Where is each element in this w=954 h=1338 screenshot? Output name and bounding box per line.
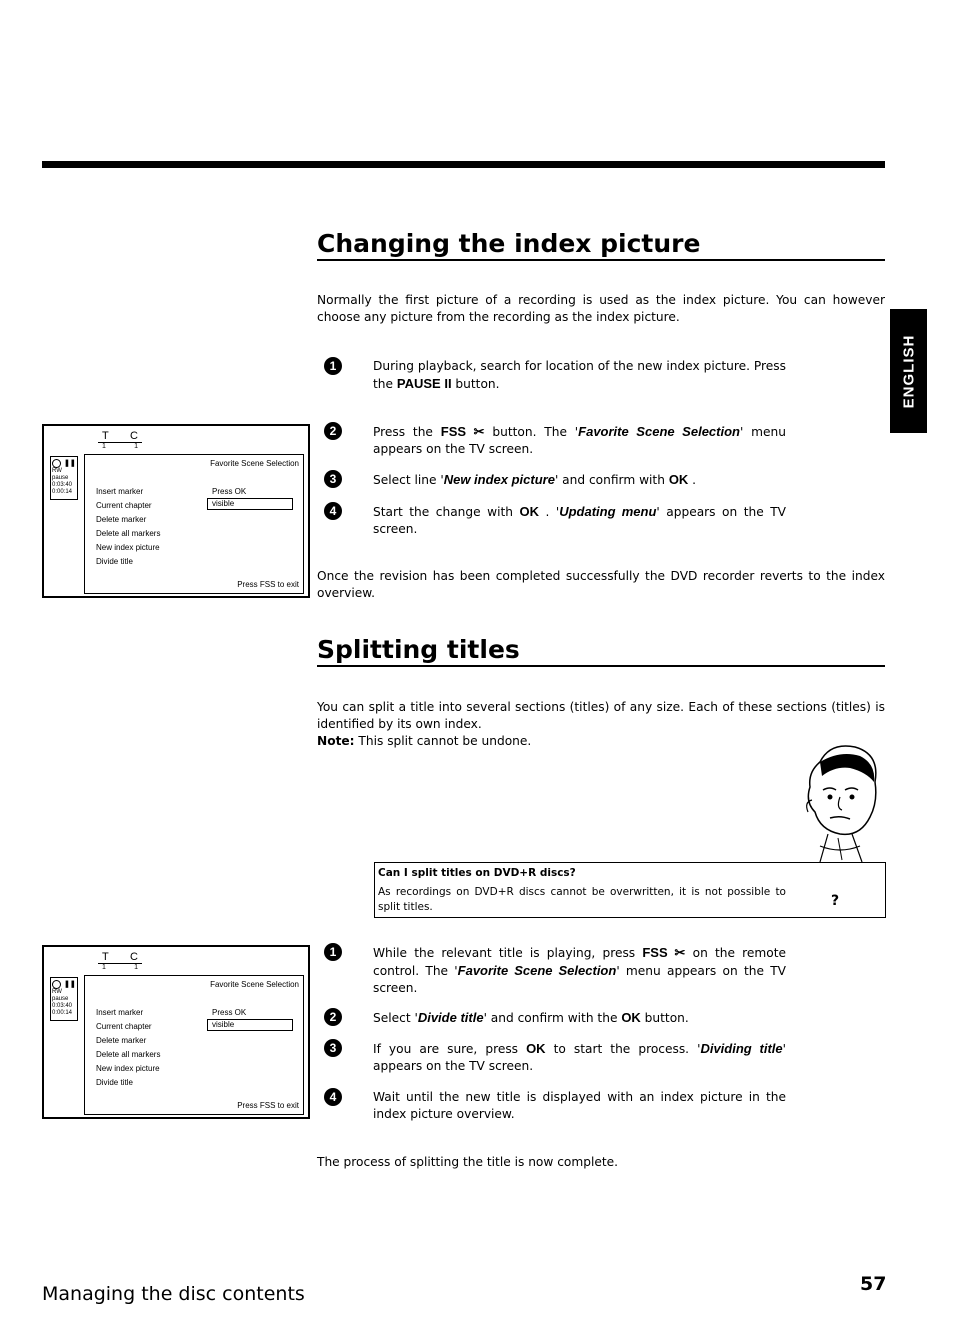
language-tab-label: ENGLISH xyxy=(900,334,917,408)
section1-step-4: Start the change with OK . 'Updating menu' appears on the TV screen. xyxy=(373,504,786,536)
exit-hint: Press FSS to exit xyxy=(237,580,299,589)
disc-icon xyxy=(52,459,61,468)
menu-panel xyxy=(84,454,304,594)
step-number: 3 xyxy=(324,1039,342,1057)
step-number: 2 xyxy=(324,422,342,440)
section2-outro: The process of splitting the title is now complete. xyxy=(317,1155,619,1169)
section2-step-2: Select 'Divide title' and confirm with the OK button. xyxy=(373,1010,689,1025)
menu-title: Favorite Scene Selection xyxy=(210,459,299,468)
faq-question: Can I split titles on DVD+R discs? xyxy=(378,867,576,879)
title-chapter-indicator: T C 1 1 xyxy=(98,430,142,450)
faq-box xyxy=(374,862,886,918)
section2-note: Note: This split cannot be undone. xyxy=(317,734,532,748)
status-box: ❚❚ RW pause 0:03:40 0:00:14 xyxy=(50,456,78,500)
section1-intro: Normally the first picture of a recording is used as the index picture. You can however choose any picture from the recording as the index picture. xyxy=(317,293,885,324)
menu-title: Favorite Scene Selection xyxy=(210,980,299,989)
question-mark: ? xyxy=(831,893,840,909)
exit-hint: Press FSS to exit xyxy=(237,1101,299,1110)
section2-intro: You can split a title into several sections (titles) of any size. Each of these sections (titles) is identified by its own index. xyxy=(317,700,885,731)
section1-step-3: Select line 'New index picture' and confirm with OK . xyxy=(373,472,697,487)
menu-items: Insert marker Current chapter Delete marker Delete all markers New index picture Divide title xyxy=(96,1008,161,1087)
tv-screen-menu xyxy=(42,945,310,1119)
press-ok-hint: Press OK xyxy=(212,1008,247,1017)
faq-answer: As recordings on DVD+R discs cannot be overwritten, it is not possible to split titles. xyxy=(378,886,786,913)
pause-icon: ❚❚ xyxy=(64,460,76,467)
chapter-name: Managing the disc contents xyxy=(42,1283,305,1305)
menu-items: Insert marker Current chapter Delete marker Delete all markers New index picture Divide title xyxy=(96,487,161,566)
section1-step-2: Press the FSS ✂ button. The 'Favorite Scene Selection' menu appears on the TV screen. xyxy=(373,424,786,456)
section2-step-3: If you are sure, press OK to start the process. 'Dividing title' appears on the TV screen. xyxy=(373,1041,786,1073)
section1-outro: Once the revision has been completed successfully the DVD recorder reverts to the index overview. xyxy=(317,569,885,600)
title-chapter-indicator: T C 1 1 xyxy=(98,951,142,971)
step-number: 2 xyxy=(324,1008,342,1026)
visible-field: visible xyxy=(207,498,293,510)
pause-icon: ❚❚ xyxy=(64,981,76,988)
step-number: 1 xyxy=(324,357,342,375)
section-title-index-picture: Changing the index picture xyxy=(317,229,885,261)
page-number: 57 xyxy=(860,1273,887,1295)
section-title-splitting: Splitting titles xyxy=(317,635,885,667)
menu-panel xyxy=(84,975,304,1115)
section1-step-1: During playback, search for location of the new index picture. Press the PAUSE II button. xyxy=(373,359,786,391)
disc-icon xyxy=(52,980,61,989)
step-number: 1 xyxy=(324,943,342,961)
section2-step-1: While the relevant title is playing, press FSS ✂ on the remote control. The 'Favorite Scene Selection' menu appears on the TV screen. xyxy=(373,945,786,995)
language-tab xyxy=(890,309,927,433)
help-character-icon xyxy=(790,742,890,862)
top-rule xyxy=(42,161,885,168)
step-number: 4 xyxy=(324,1088,342,1106)
step-number: 3 xyxy=(324,470,342,488)
step-number: 4 xyxy=(324,502,342,520)
tv-screen-menu xyxy=(42,424,310,598)
visible-field: visible xyxy=(207,1019,293,1031)
press-ok-hint: Press OK xyxy=(212,487,247,496)
status-box: ❚❚ RW pause 0:03:40 0:00:14 xyxy=(50,977,78,1021)
section2-step-4: Wait until the new title is displayed with an index picture in the index picture overview. xyxy=(373,1090,786,1121)
